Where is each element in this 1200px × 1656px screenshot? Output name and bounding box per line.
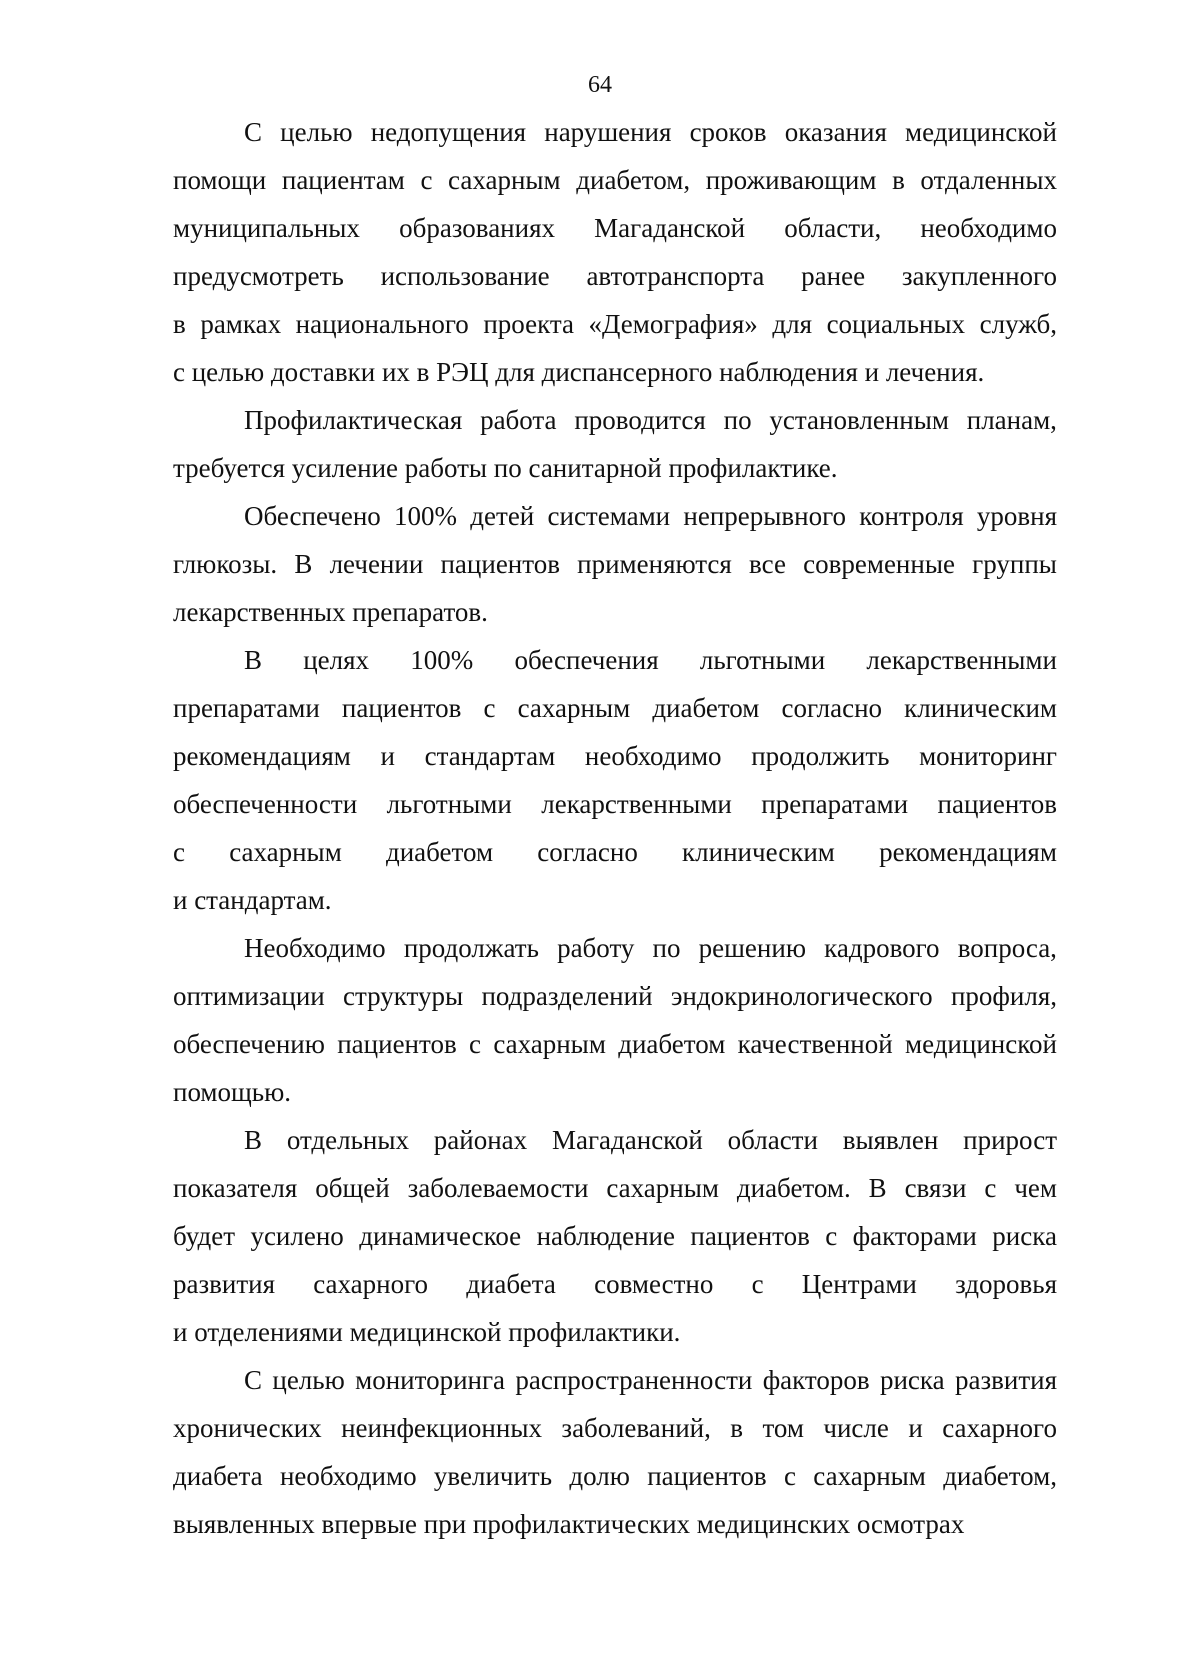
paragraph bbox=[173, 108, 1057, 396]
text-line: хронических неинфекционных заболеваний, в том числе и сахарного bbox=[173, 1413, 1057, 1443]
text-line: требуется усиление работы по санитарной профилактике. bbox=[173, 453, 838, 483]
text-line: и отделениями медицинской профилактики. bbox=[173, 1317, 681, 1347]
document-body bbox=[173, 108, 1057, 1548]
paragraph bbox=[173, 1116, 1057, 1356]
text-line: В целях 100% обеспечения льготными лекарственными bbox=[244, 645, 1057, 675]
text-line: Необходимо продолжать работу по решению кадрового вопроса, bbox=[244, 933, 1057, 963]
text-line: и стандартам. bbox=[173, 885, 332, 915]
text-line: глюкозы. В лечении пациентов применяются все современные группы bbox=[173, 549, 1057, 579]
text-line: Профилактическая работа проводится по установленным планам, bbox=[244, 405, 1057, 435]
text-line: предусмотреть использование автотранспорта ранее закупленного bbox=[173, 261, 1057, 291]
text-line: с сахарным диабетом согласно клиническим рекомендациям bbox=[173, 837, 1057, 867]
text-line: рекомендациям и стандартам необходимо продолжить мониторинг bbox=[173, 741, 1057, 771]
text-line: выявленных впервые при профилактических медицинских осмотрах bbox=[173, 1509, 965, 1539]
text-line: С целью мониторинга распространенности факторов риска развития bbox=[244, 1365, 1057, 1395]
paragraph bbox=[173, 636, 1057, 924]
text-line: препаратами пациентов с сахарным диабетом согласно клиническим bbox=[173, 693, 1057, 723]
paragraph bbox=[173, 924, 1057, 1116]
text-line: помощи пациентам с сахарным диабетом, проживающим в отдаленных bbox=[173, 165, 1057, 195]
text-line: муниципальных образованиях Магаданской области, необходимо bbox=[173, 213, 1057, 243]
text-line: показателя общей заболеваемости сахарным диабетом. В связи с чем bbox=[173, 1173, 1057, 1203]
text-line: Обеспечено 100% детей системами непрерывного контроля уровня bbox=[244, 501, 1057, 531]
paragraph bbox=[173, 1356, 1057, 1548]
text-line: в рамках национального проекта «Демография» для социальных служб, bbox=[173, 309, 1057, 339]
text-line: с целью доставки их в РЭЦ для диспансерного наблюдения и лечения. bbox=[173, 357, 985, 387]
text-line: будет усилено динамическое наблюдение пациентов с факторами риска bbox=[173, 1221, 1057, 1251]
text-line: обеспеченности льготными лекарственными препаратами пациентов bbox=[173, 789, 1057, 819]
text-line: развития сахарного диабета совместно с Центрами здоровья bbox=[173, 1269, 1057, 1299]
text-line: оптимизации структуры подразделений эндокринологического профиля, bbox=[173, 981, 1057, 1011]
paragraph bbox=[173, 396, 1057, 492]
paragraph bbox=[173, 492, 1057, 636]
text-line: диабета необходимо увеличить долю пациентов с сахарным диабетом, bbox=[173, 1461, 1057, 1491]
page-number: 64 bbox=[588, 72, 612, 98]
text-line: помощью. bbox=[173, 1077, 292, 1107]
text-line: лекарственных препаратов. bbox=[173, 597, 488, 627]
text-line: обеспечению пациентов с сахарным диабетом качественной медицинской bbox=[173, 1029, 1057, 1059]
text-line: С целью недопущения нарушения сроков оказания медицинской bbox=[244, 117, 1057, 147]
text-line: В отдельных районах Магаданской области выявлен прирост bbox=[244, 1125, 1057, 1155]
